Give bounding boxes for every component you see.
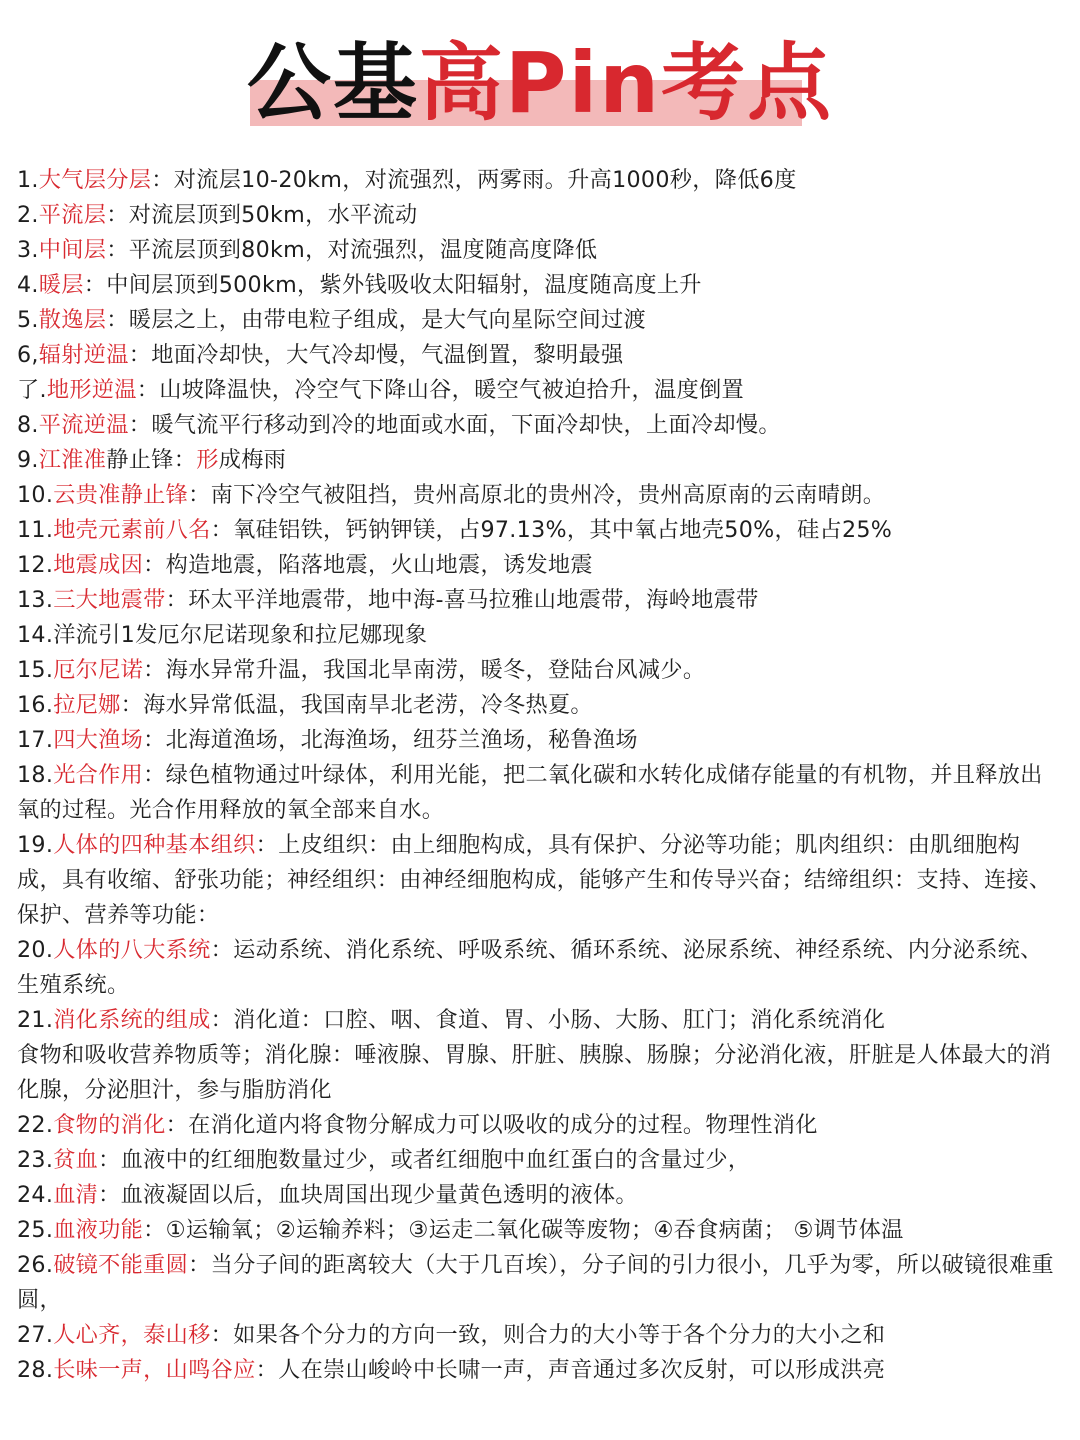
item-number: 27. (17, 1322, 54, 1348)
list-item (17, 583, 1063, 618)
item-separator: ： (210, 937, 234, 963)
item-text: 南下冷空气被阻挡，贵州高原北的贵州冷，贵州高原南的云南晴朗。 (210, 482, 886, 508)
list-item (17, 1353, 1063, 1388)
list-item (17, 163, 1063, 198)
item-keyword: 血清 (53, 1182, 99, 1208)
item-number: 19. (17, 832, 54, 858)
item-number: 28. (17, 1357, 54, 1383)
item-keyword: 拉尼娜 (53, 692, 121, 718)
item-keyword: 暖层 (38, 272, 84, 298)
item-number: 4. (17, 272, 39, 298)
item-keyword: 中间层 (38, 237, 107, 263)
item-separator: ： (143, 1217, 166, 1243)
list-item (17, 828, 1063, 933)
list-item (17, 478, 1063, 513)
item-separator: ： (106, 307, 129, 333)
list-item (17, 723, 1063, 758)
item-keyword: 散逸层 (38, 307, 107, 333)
item-text: 静止锋： (106, 447, 197, 473)
item-separator: ： (143, 762, 166, 788)
item-text: 暖层之上，由带电粒子组成，是大气向星际空间过渡 (128, 307, 646, 333)
item-number: 17. (17, 727, 54, 753)
list-item (17, 758, 1063, 828)
item-number: 5. (17, 307, 39, 333)
item-separator: ： (165, 587, 189, 613)
item-keyword: 食物的消化 (53, 1112, 166, 1138)
item-separator: ： (188, 482, 211, 508)
item-separator: ： (151, 167, 174, 193)
item-keyword: 人体的八大系统 (53, 937, 211, 963)
item-separator: ： (136, 377, 160, 403)
item-separator: ： (106, 202, 129, 228)
item-keyword: 江淮准 (38, 447, 107, 473)
item-text: 在消化道内将食物分解成力可以吸收的成分的过程。物理性消化 (188, 1112, 818, 1138)
item-text: 人在崇山峻岭中长啸一声，声音通过多次反射，可以形成洪亮 (278, 1357, 886, 1383)
item-text: 环太平洋地震带，地中海-喜马拉雅山地震带，海岭地震带 (188, 587, 759, 613)
item-number: 23. (17, 1147, 54, 1173)
item-text: 洋流引1发厄尔尼诺现象和拉尼娜现象 (53, 622, 428, 648)
item-number: 15. (17, 657, 54, 683)
item-keyword-secondary: 形 (196, 447, 219, 473)
list-item (17, 443, 1063, 478)
item-keyword: 人体的四种基本组织 (53, 832, 256, 858)
list-item (17, 933, 1063, 1003)
item-separator: ： (106, 237, 129, 263)
item-separator: ： (120, 692, 144, 718)
item-text: 平流层顶到80km，对流强烈，温度随高度降低 (128, 237, 598, 263)
item-number: 3. (17, 237, 39, 263)
item-keyword: 厄尔尼诺 (53, 657, 144, 683)
item-number: 9. (17, 447, 39, 473)
list-item (17, 513, 1063, 548)
item-text: 海水异常升温，我国北旱南涝，暖冬，登陆台风减少。 (165, 657, 706, 683)
item-number: 了. (17, 377, 47, 403)
item-number: 20. (17, 937, 54, 963)
item-text: ①运输氧；②运输养料；③运走二氧化碳等废物；④吞食病菌； ⑤调节体温 (165, 1217, 904, 1243)
item-separator: ： (143, 727, 166, 753)
item-separator: ： (210, 1007, 234, 1033)
list-item (17, 618, 1063, 653)
item-text: 血液中的红细胞数量过少，或者红细胞中血红蛋白的含量过少， (120, 1147, 751, 1173)
item-number: 22. (17, 1112, 54, 1138)
item-separator: ： (83, 272, 107, 298)
points-list (17, 163, 1063, 1388)
item-number: 18. (17, 762, 54, 788)
item-text: 构造地震，陷落地震，火山地震，诱发地震 (165, 552, 593, 578)
item-text: 氧硅铝铁，钙钠钾镁，占97.13%，其中氧占地壳50%，硅占25% (233, 517, 893, 543)
list-item (17, 268, 1063, 303)
item-text: 绿色植物通过叶绿体，利用光能，把二氧化碳和水转化成储存能量的有机物，并且释放出氧的过程。光合作用释放的氧全部来自水。 (17, 762, 1043, 823)
item-number: 24. (17, 1182, 54, 1208)
item-text: 对流层10-20km，对流强烈，两雾雨。升高1000秒，降低6度 (173, 167, 797, 193)
item-number: 11. (17, 517, 54, 543)
list-item (17, 688, 1063, 723)
item-text-secondary: 成梅雨 (218, 447, 287, 473)
item-text-continued: 食物和吸收营养物质等；消化腺：唾液腺、胃腺、肝脏、胰腺、肠腺；分泌消化液，肝脏是人体最大的消化腺，分泌胆汁，参与脂肪消化 (17, 1042, 1052, 1103)
item-text: 血液凝固以后，血块周国出现少量黄色透明的液体。 (120, 1182, 638, 1208)
list-item (17, 338, 1063, 373)
item-number: 21. (17, 1007, 54, 1033)
title-part-black: 公基 (246, 34, 419, 132)
item-number: 14. (17, 622, 54, 648)
item-separator: ： (188, 1252, 211, 1278)
item-keyword: 辐射逆温 (38, 342, 129, 368)
item-text: 山坡降温快，冷空气下降山谷，暖空气被迫拾升，温度倒置 (159, 377, 744, 403)
list-item (17, 198, 1063, 233)
item-keyword: 地壳元素前八名 (53, 517, 211, 543)
item-keyword: 贫血 (53, 1147, 99, 1173)
item-number: 6, (17, 342, 39, 368)
item-separator: ： (210, 517, 234, 543)
list-item (17, 653, 1063, 688)
item-separator: ： (210, 1322, 234, 1348)
item-keyword: 光合作用 (53, 762, 144, 788)
item-number: 13. (17, 587, 54, 613)
page-title (0, 28, 1080, 138)
title-area (0, 28, 1080, 138)
item-separator: ： (128, 342, 152, 368)
item-keyword: 破镜不能重圆 (53, 1252, 189, 1278)
item-keyword: 平流逆温 (38, 412, 129, 438)
item-number: 10. (17, 482, 54, 508)
item-separator: ： (98, 1147, 121, 1173)
item-number: 26. (17, 1252, 54, 1278)
item-keyword: 云贵准静止锋 (53, 482, 189, 508)
list-item (17, 408, 1063, 443)
item-keyword: 平流层 (38, 202, 107, 228)
item-separator: ： (128, 412, 152, 438)
item-text: 北海道渔场，北海渔场，纽芬兰渔场，秘鲁渔场 (165, 727, 638, 753)
list-item (17, 1213, 1063, 1248)
list-item (17, 1108, 1063, 1143)
item-number: 16. (17, 692, 54, 718)
item-text: 上皮组织：由上细胞构成，具有保护、分泌等功能；肌肉组织：由肌细胞构成，具有收缩、舒张功能；神经组织：由神经细胞构成，能够产生和传导兴奋；结缔组织：支持、连接、保护、营养等功能： (17, 832, 1052, 928)
item-separator: ： (98, 1182, 121, 1208)
item-keyword: 三大地震带 (53, 587, 166, 613)
item-separator: ： (255, 1357, 279, 1383)
item-keyword: 血液功能 (53, 1217, 144, 1243)
item-separator: ： (143, 657, 166, 683)
item-separator: ： (143, 552, 166, 578)
list-item (17, 1178, 1063, 1213)
item-text: 中间层顶到500km，紫外钱吸收太阳辐射，温度随高度上升 (106, 272, 702, 298)
list-item (17, 1248, 1063, 1318)
item-separator: ： (165, 1112, 189, 1138)
item-text: 海水异常低温，我国南旱北老涝，冷冬热夏。 (143, 692, 593, 718)
item-number: 2. (17, 202, 39, 228)
item-text: 当分子间的距离较大（大于几百埃），分子间的引力很小，几乎为零，所以破镜很难重圆， (17, 1252, 1055, 1313)
item-keyword: 大气层分层 (38, 167, 152, 193)
list-item (17, 1003, 1063, 1108)
item-keyword: 四大渔场 (53, 727, 144, 753)
item-number: 12. (17, 552, 54, 578)
title-part-red: 高Pin考点 (418, 34, 834, 132)
item-text: 暖气流平行移动到冷的地面或水面，下面冷却快，上面冷却慢。 (151, 412, 781, 438)
item-number: 8. (17, 412, 39, 438)
list-item (17, 303, 1063, 338)
item-text: 运动系统、消化系统、呼吸系统、循环系统、泌尿系统、神经系统、内分泌系统、生殖系统。 (17, 937, 1043, 998)
list-item (17, 373, 1063, 408)
item-number: 1. (17, 167, 39, 193)
item-keyword: 长味一声，山鸣谷应 (53, 1357, 256, 1383)
list-item (17, 1318, 1063, 1353)
list-item (17, 1143, 1063, 1178)
item-text: 如果各个分力的方向一致，则合力的大小等于各个分力的大小之和 (233, 1322, 886, 1348)
item-keyword: 人心齐，泰山移 (53, 1322, 211, 1348)
list-item (17, 548, 1063, 583)
item-text: 对流层顶到50km，水平流动 (128, 202, 418, 228)
item-keyword: 地震成因 (53, 552, 144, 578)
item-keyword: 消化系统的组成 (53, 1007, 211, 1033)
item-text: 地面冷却快，大气冷却慢，气温倒置，黎明最强 (151, 342, 624, 368)
item-keyword: 地形逆温 (46, 377, 137, 403)
item-number: 25. (17, 1217, 54, 1243)
item-text: 消化道：口腔、咽、食道、胃、小肠、大肠、肛门；消化系统消化 (233, 1007, 886, 1033)
item-separator: ： (255, 832, 279, 858)
list-item (17, 233, 1063, 268)
